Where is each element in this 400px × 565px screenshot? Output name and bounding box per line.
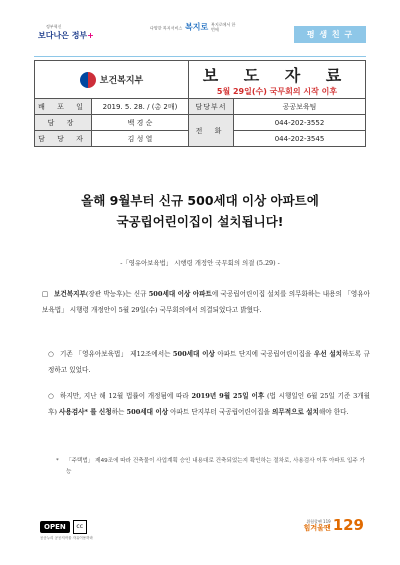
header — [0, 14, 400, 56]
chief-label: 담 장 — [35, 115, 92, 131]
ministry-name: 보건복지부 — [99, 76, 144, 86]
headline — [0, 190, 400, 232]
press-info-table — [34, 60, 366, 147]
release-value: 2019. 5. 28. / (총 2매) — [92, 99, 189, 115]
plus-icon: + — [87, 31, 94, 40]
press-release-title: 보 도 자 료 — [202, 65, 352, 85]
asterisk-icon: * — [56, 458, 59, 464]
headline-line-1: 올해 9월부터 신규 500세대 이상 아파트에 — [81, 193, 319, 208]
title-cell — [189, 61, 366, 99]
p3-emphasis-date: 2019년 9월 25일 이후 — [191, 392, 265, 400]
p3-emphasis-inspection: 사용검사* 를 신청 — [59, 408, 112, 416]
square-bullet-icon: □ — [42, 290, 49, 298]
p2-text-c: 아파트 단지에 국공립어린이집을 — [214, 350, 314, 358]
logo-center-right: 복지로에서 한 번에 — [210, 22, 236, 32]
p3-text-e: 하는 — [111, 408, 127, 416]
p3-text-i: 해야 한다. — [318, 408, 349, 416]
p1-ministry: 보건복지부 — [54, 290, 86, 298]
paragraph-1 — [42, 286, 370, 318]
p3-emphasis-size: 500세대 이상 — [126, 408, 169, 416]
staff-label: 담 당 자 — [35, 131, 92, 147]
p3-text-g: 아파트 단지부터 국공립어린이집을 — [168, 408, 273, 416]
helpline-number: 129 — [332, 516, 364, 534]
cc-icon: cc — [73, 520, 87, 534]
footnote — [56, 456, 366, 478]
paragraph-3 — [48, 388, 370, 420]
dept-value: 공공보육팀 — [234, 99, 366, 115]
helpline-main: 힘겨울땐 — [303, 524, 331, 532]
logo-center-small: 다양한 복지서비스 — [150, 25, 183, 31]
logo-center-main: 복지로 — [184, 22, 209, 32]
bokjiro-logo — [150, 22, 239, 33]
helpline-small: 위험할땐 119 — [306, 519, 331, 524]
p1-emphasis: 500세대 이상 아파트 — [148, 290, 212, 298]
logo-left-main: 보다나은 정부 — [38, 31, 88, 40]
header-divider — [34, 56, 366, 57]
p2-emphasis-2: 우선 설치 — [313, 350, 343, 358]
kogl-subtext: 공공누리 공공저작물 자유이용허락 — [40, 536, 93, 540]
staff-phone: 044-202-3545 — [234, 131, 366, 147]
dept-label: 담당부서 — [189, 99, 234, 115]
lifelong-friend-tag: 평 생 친 구 — [294, 26, 366, 43]
kogl-open-badge — [40, 516, 112, 538]
ministry-cell — [35, 61, 189, 99]
p3-text-c: (법 시행일인 6월 25일 기준 3개월 후) — [48, 392, 371, 416]
paragraph-2 — [48, 346, 370, 378]
circle-bullet-icon: ○ — [48, 392, 54, 400]
p3-text-a: 하지만, 지난 해 12월 법률이 개정됨에 따라 — [60, 392, 192, 400]
p2-emphasis-1: 500세대 이상 — [172, 350, 215, 358]
gov-innovation-logo — [38, 22, 94, 40]
circle-bullet-icon: ○ — [48, 350, 54, 358]
p3-emphasis-mandatory: 의무적으로 설치 — [272, 408, 319, 416]
release-label: 배 포 일 — [35, 99, 92, 115]
p1-text-b: (장관 박능후)는 신규 — [85, 290, 149, 298]
helpline-text — [304, 518, 331, 532]
chief-phone: 044-202-3552 — [234, 115, 366, 131]
open-label: OPEN — [40, 521, 70, 533]
subtitle: -「영유아보육법」 시행령 개정안 국무회의 의결 (5.29) - — [120, 259, 280, 267]
helpline-badge — [304, 516, 364, 534]
p2-text-a: 기존 「영유아보육법」 제12조에서는 — [60, 350, 173, 358]
phone-label: 전 화 — [189, 115, 234, 147]
embargo-note: 5월 29일(수) 국무회의 시작 이후 — [216, 86, 338, 96]
taeguk-emblem-icon — [80, 72, 96, 88]
chief-value: 백 경 순 — [92, 115, 189, 131]
p2-text-e: 하도록 규정하고 있었다. — [48, 350, 371, 374]
logo-left-small: 정부혁신 — [46, 24, 62, 29]
footnote-text: 「주택법」 제49조에 따라 건축물이 사업계획 승인 내용대로 건축되었는지 확인하는 절차로, 사용검사 이후 아파트 입주 가능 — [66, 458, 365, 475]
headline-line-2: 국공립어린이집이 설치됩니다! — [116, 214, 284, 229]
p1-text-d: 에 국공립어린이집 설치를 의무화하는 내용의 「영유아보육법」 시행령 개정안이 5월 29일(수) 국무회의에서 의결되었다고 밝혔다. — [42, 290, 370, 314]
staff-value: 김 성 열 — [92, 131, 189, 147]
